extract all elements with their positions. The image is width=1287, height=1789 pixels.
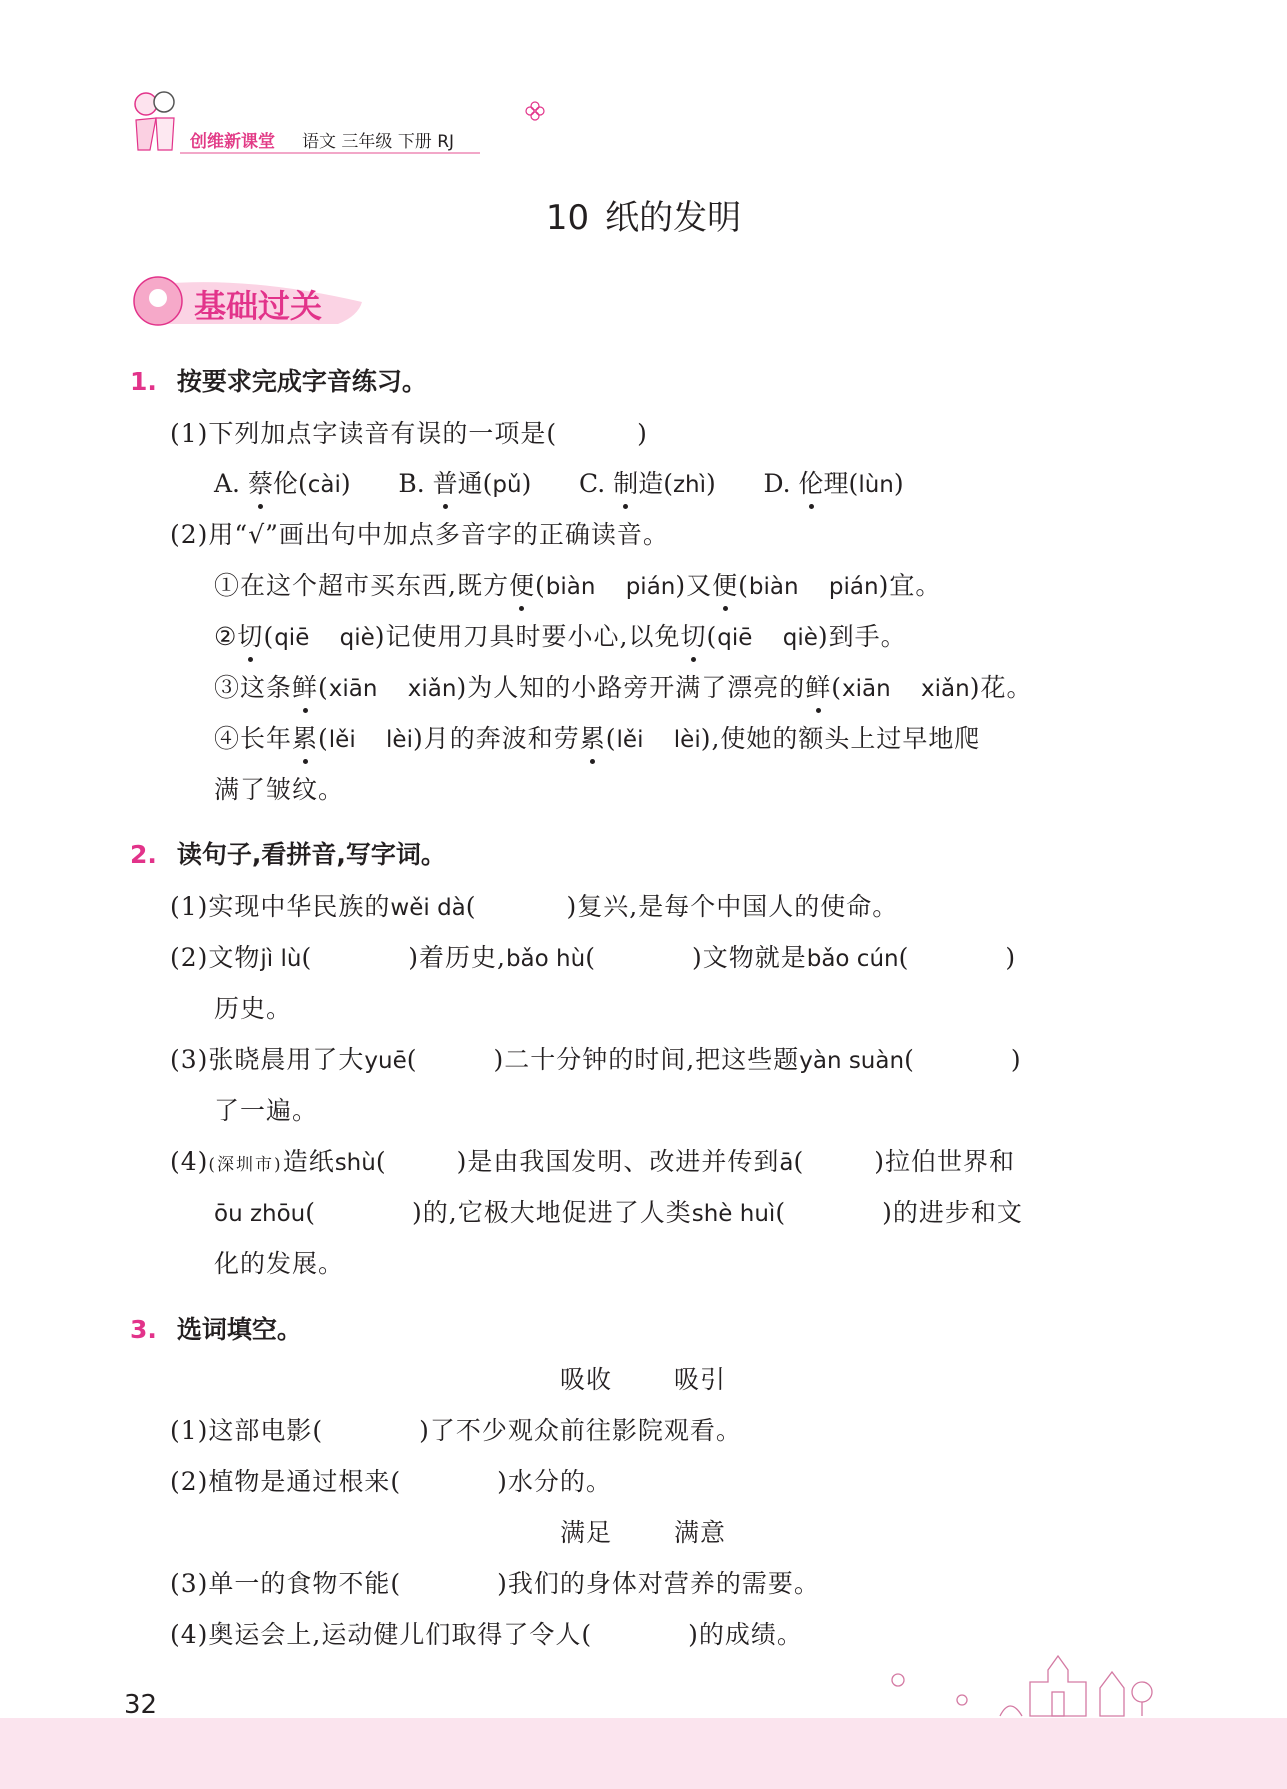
header-book-info: 语文 三年级 下册 RJ xyxy=(302,132,455,152)
word-option: 吸引 xyxy=(674,1365,727,1394)
q1-sentence-4-cont: 满了皱纹。 xyxy=(214,775,345,804)
header-kids-logo xyxy=(128,88,182,154)
q2-part4-line3: 化的发展。 xyxy=(214,1249,345,1278)
q3-part2: (2)植物是通过根来( )水分的。 xyxy=(170,1467,612,1496)
word-option: 满足 xyxy=(560,1518,613,1547)
question-3-heading: 3. 选词填空。 xyxy=(130,1315,302,1344)
choice-d: D. 伦理(lùn) xyxy=(763,469,903,498)
footer-band xyxy=(0,1718,1287,1789)
q3-part4: (4)奥运会上,运动健儿们取得了令人( )的成绩。 xyxy=(170,1620,803,1649)
word-option: 满意 xyxy=(674,1518,727,1547)
q1-part1: (1)下列加点字读音有误的一项是( ) xyxy=(170,419,648,448)
q1-sentence-4: ④长年累(lěi lèi)月的奔波和劳累(lěi lèi),使她的额头上过早地爬 xyxy=(214,719,980,755)
q1-choices xyxy=(214,464,904,500)
question-2-heading: 2. 读句子,看拼音,写字词。 xyxy=(130,840,446,869)
q2-part2: (2)文物jì lù( )着历史,bǎo hù( )文物就是bǎo cún( ) xyxy=(170,943,1017,972)
page-number: 32 xyxy=(124,1690,158,1720)
q3-word-bank-1 xyxy=(560,1360,726,1396)
section-label: 基础过关 xyxy=(194,287,323,325)
q1-part2-instruction: (2)用“√”画出句中加点多音字的正确读音。 xyxy=(170,520,669,549)
header-underline xyxy=(180,152,480,154)
flower-decoration-icon xyxy=(524,100,546,122)
choice-c: C. 制造(zhì) xyxy=(579,469,716,498)
question-1-heading: 1. 按要求完成字音练习。 xyxy=(130,367,427,396)
q2-part3: (3)张晓晨用了大yuē( )二十分钟的时间,把这些题yàn suàn( ) xyxy=(170,1045,1022,1074)
q1-sentence-2: ②切(qiē qiè)记使用刀具时要小心,以免切(qiē qiè)到手。 xyxy=(214,617,907,653)
q2-part4-line2: ōu zhōu( )的,它极大地促进了人类shè huì( )的进步和文 xyxy=(214,1198,1023,1227)
q2-part2-cont: 历史。 xyxy=(214,994,293,1023)
header-brand: 创维新课堂 xyxy=(190,132,275,152)
q1-sentence-3: ③这条鲜(xiān xiǎn)为人知的小路旁开满了漂亮的鲜(xiān xiǎn)花。 xyxy=(214,668,1032,704)
castle-decoration-icon xyxy=(880,1648,1170,1718)
q3-word-bank-2 xyxy=(560,1513,726,1549)
lesson-title: 10 纸的发明 xyxy=(545,198,742,238)
region-tag: (深圳市) xyxy=(208,1155,283,1175)
q2-part3-cont: 了一遍。 xyxy=(214,1096,319,1125)
q3-part1: (1)这部电影( )了不少观众前往影院观看。 xyxy=(170,1416,742,1445)
q2-part1: (1)实现中华民族的wěi dà( )复兴,是每个中国人的使命。 xyxy=(170,892,899,921)
choice-a: A. 蔡伦(cài) xyxy=(214,469,351,498)
word-option: 吸收 xyxy=(560,1365,613,1394)
q3-part3: (3)单一的食物不能( )我们的身体对营养的需要。 xyxy=(170,1569,820,1598)
choice-b: B. 普通(pǔ) xyxy=(398,469,531,498)
q1-sentence-1: ①在这个超市买东西,既方便(biàn pián)又便(biàn pián)宜。 xyxy=(214,566,941,602)
q2-part4: (4)(深圳市)造纸shù( )是由我国发明、改进并传到ā( )拉伯世界和 xyxy=(170,1147,1016,1176)
